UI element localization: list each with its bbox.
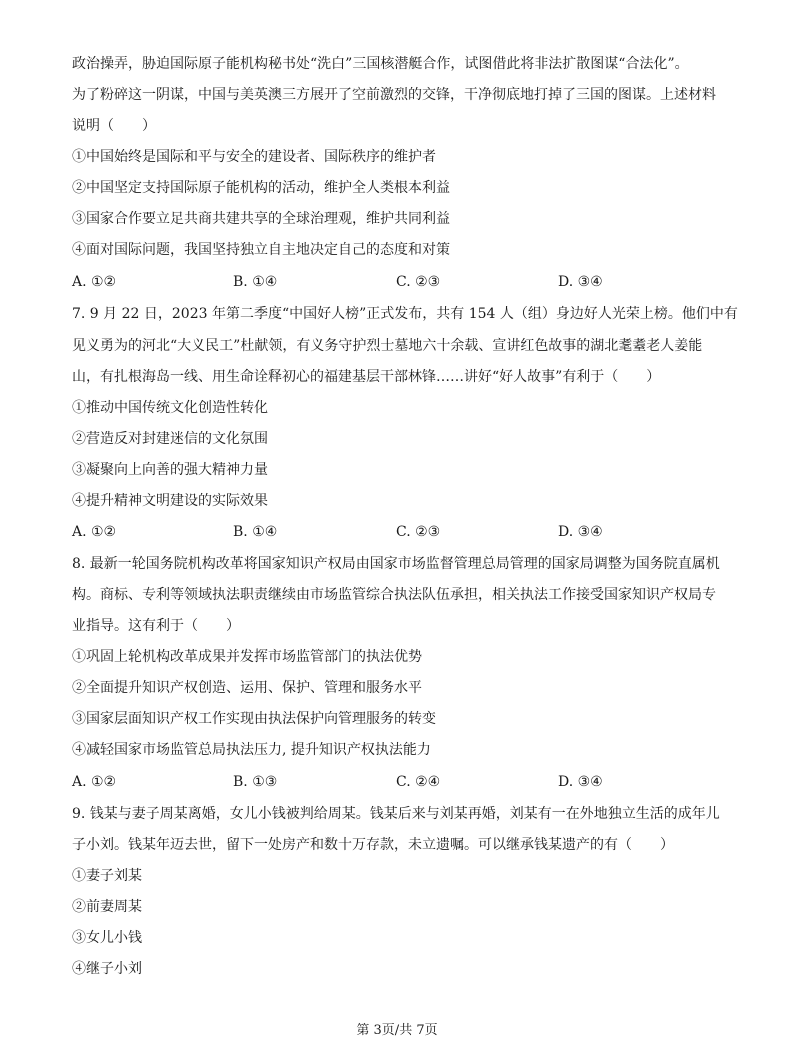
- q6-stem-line-1: 政治操弄，胁迫国际原子能机构秘书处“洗白”三国核潜艇合作，试图借此将非法扩散图谋“合法化”。: [72, 56, 689, 72]
- q7-stem-line-1: 7. 9 月 22 日，2023 年第二季度“中国好人榜”正式发布，共有 154 人（组）身边好人光荣上榜。他们中有: [72, 306, 738, 322]
- q8-option-d: D. ③④: [558, 774, 603, 790]
- q9-item-4: ④继子小刘: [72, 961, 142, 977]
- q6-option-b: B. ①④: [233, 274, 278, 290]
- q7-stem-line-3: 山，有扎根海岛一线、用生命诠释初心的福建基层干部林锋……讲好“好人故事”有利于（ ）: [72, 369, 661, 385]
- page-number-footer: 第 3页/共 7页: [356, 1023, 438, 1038]
- q7-item-2: ②营造反对封建迷信的文化氛围: [72, 431, 268, 447]
- q6-item-1: ①中国始终是国际和平与安全的建设者、国际秩序的维护者: [72, 149, 436, 165]
- q8-item-3: ③国家层面知识产权工作实现由执法保护向管理服务的转变: [72, 711, 436, 727]
- q7-item-1: ①推动中国传统文化创造性转化: [72, 400, 268, 416]
- q6-item-2: ②中国坚定支持国际原子能机构的活动，维护全人类根本利益: [72, 180, 450, 196]
- q9-stem-line-2: 子小刘。钱某年迈去世，留下一处房产和数十万存款，未立遗嘱。可以继承钱某遗产的有（ ）: [72, 837, 674, 853]
- q7-option-b: B. ①④: [233, 524, 278, 540]
- q8-option-c: C. ②④: [396, 774, 441, 790]
- q8-option-b: B. ①③: [233, 774, 278, 790]
- q6-item-4: ④面对国际问题，我国坚持独立自主地决定自己的态度和对策: [72, 242, 450, 258]
- q9-item-1: ①妻子刘某: [72, 868, 142, 884]
- q6-option-c: C. ②③: [396, 274, 441, 290]
- q8-item-4: ④减轻国家市场监管总局执法压力, 提升知识产权执法能力: [72, 742, 431, 758]
- q8-stem-line-2: 构。商标、专利等领域执法职责继续由市场监管综合执法队伍承担，相关执法工作接受国家知识产权局专: [72, 587, 716, 603]
- q8-item-1: ①巩固上轮机构改革成果并发挥市场监管部门的执法优势: [72, 649, 422, 665]
- q6-stem-line-2: 为了粉碎这一阴谋，中国与美英澳三方展开了空前激烈的交锋，干净彻底地打掉了三国的图谋。上述材料: [72, 87, 716, 103]
- q7-item-4: ④提升精神文明建设的实际效果: [72, 493, 268, 509]
- q7-option-c: C. ②③: [396, 524, 441, 540]
- q7-option-d: D. ③④: [558, 524, 603, 540]
- q6-item-3: ③国家合作要立足共商共建共享的全球治理观，维护共同利益: [72, 211, 450, 227]
- q9-stem-line-1: 9. 钱某与妻子周某离婚，女儿小钱被判给周某。钱某后来与刘某再婚，刘某有一在外地独立生活的成年儿: [72, 806, 720, 822]
- q9-item-3: ③女儿小钱: [72, 930, 142, 946]
- q7-option-a: A. ①②: [72, 524, 117, 540]
- q9-item-2: ②前妻周某: [72, 899, 142, 915]
- q6-option-d: D. ③④: [558, 274, 603, 290]
- q8-item-2: ②全面提升知识产权创造、运用、保护、管理和服务水平: [72, 680, 422, 696]
- q7-item-3: ③凝聚向上向善的强大精神力量: [72, 462, 268, 478]
- q8-option-a: A. ①②: [72, 774, 117, 790]
- q7-stem-line-2: 见义勇为的河北“大义民工”杜献领，有义务守护烈士墓地六十余载、宣讲红色故事的湖北耄耋老人姜能: [72, 338, 703, 354]
- q8-stem-line-1: 8. 最新一轮国务院机构改革将国家知识产权局由国家市场监督管理总局管理的国家局调整为国务院直属机: [72, 556, 720, 572]
- q8-stem-line-3: 业指导。这有利于（ ）: [72, 618, 240, 634]
- q6-option-a: A. ①②: [72, 274, 117, 290]
- q6-stem-line-3: 说明（ ）: [72, 118, 156, 134]
